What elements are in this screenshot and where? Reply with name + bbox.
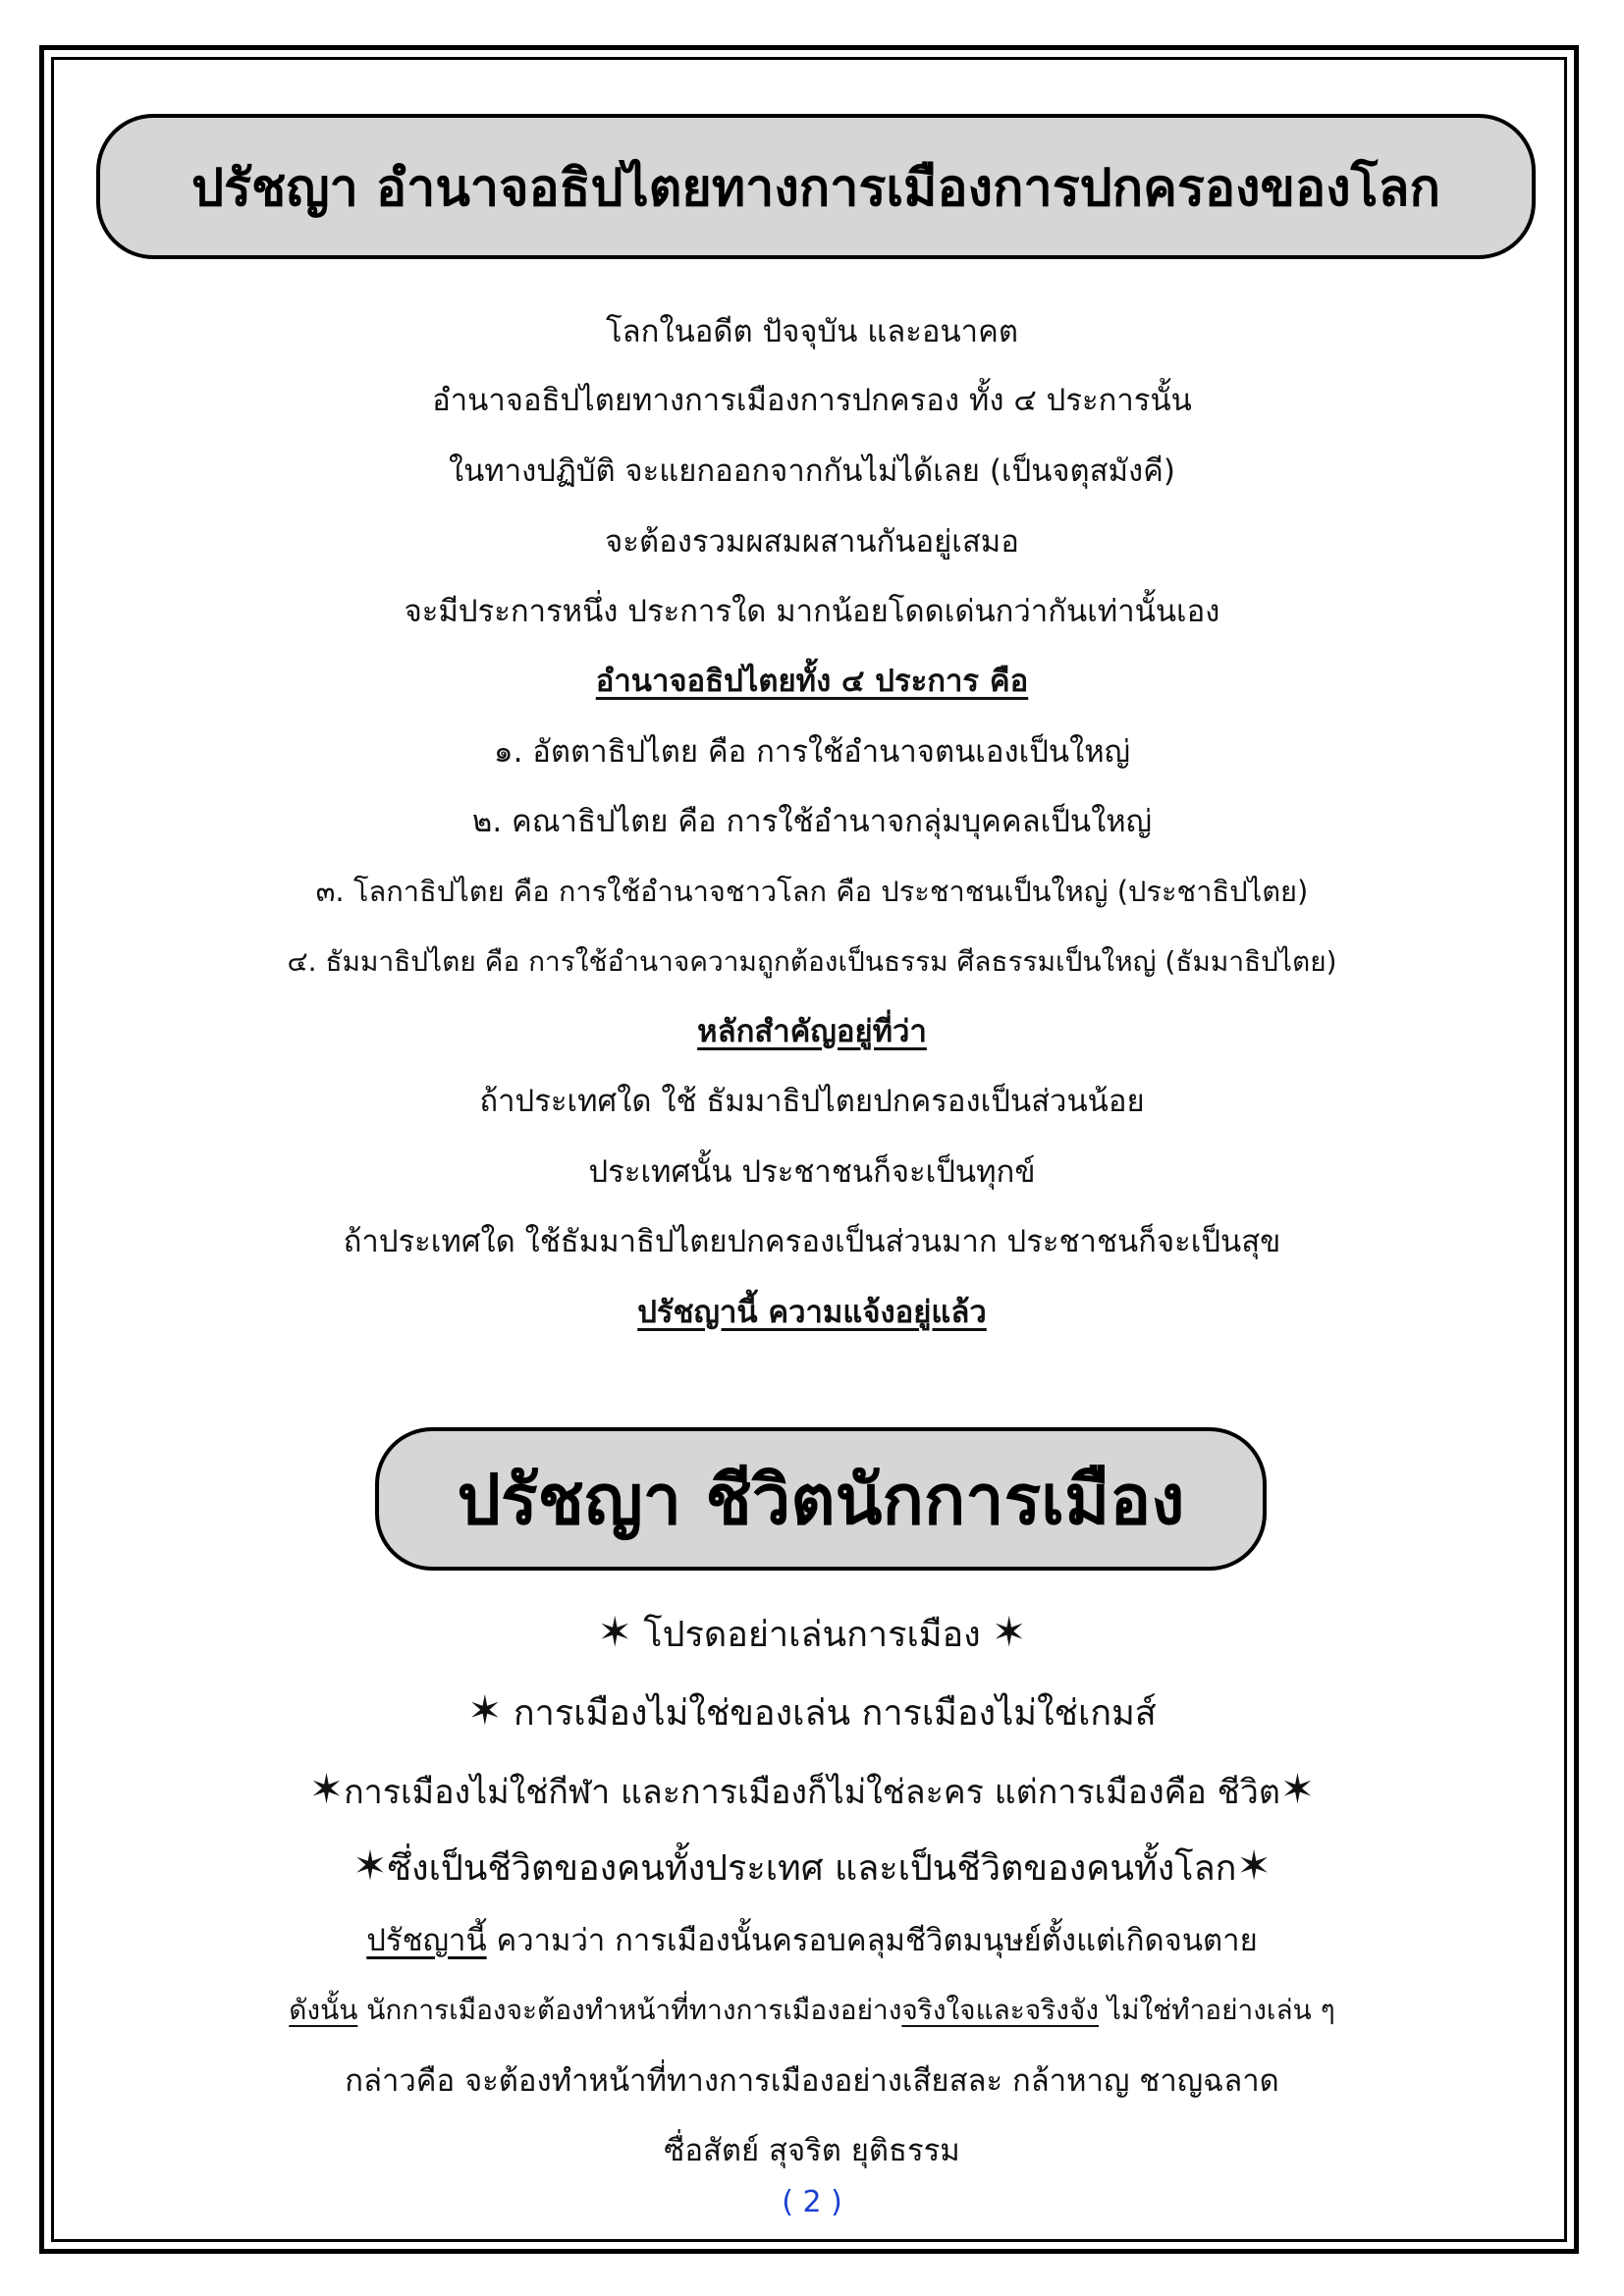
intro-line-1: โลกในอดีต ปัจจุบัน และอนาคต bbox=[606, 314, 1018, 349]
therefore-tail: ไม่ใช่ทำอย่างเล่น ๆ bbox=[1099, 1994, 1335, 2026]
final-line-1: กล่าวคือ จะต้องทำหน้าที่ทางการเมืองอย่างเสียสละ กล้าหาญ ชาญฉลาด bbox=[345, 2063, 1279, 2099]
star-icon: ✶ bbox=[352, 1842, 388, 1890]
principle-line-3: ถ้าประเทศใด ใช้ธัมมาธิปไตยปกครองเป็นส่วนมาก ประชาชนก็จะเป็นสุข bbox=[343, 1224, 1281, 1259]
principle-heading: หลักสำคัญอยู่ที่ว่า bbox=[697, 1014, 927, 1049]
star-line-text: การเมืองไม่ใช่กีฬา และการเมืองก็ไม่ใช่ละคร แต่การเมืองคือ ชีวิต bbox=[344, 1773, 1280, 1812]
intro-line-5: จะมีประการหนึ่ง ประการใด มากน้อยโดดเด่นกว่ากันเท่านั้นเอง bbox=[404, 594, 1220, 629]
meaning-text: ความว่า การเมืองนั้นครอบคลุมชีวิตมนุษย์ตั้งแต่เกิดจนตาย bbox=[486, 1923, 1258, 1958]
intro-line-2: อำนาจอธิปไตยทางการเมืองการปกครอง ทั้ง ๔ ประการนั้น bbox=[432, 383, 1192, 418]
therefore-label: ดังนั้น bbox=[289, 1994, 358, 2026]
star-line-4 bbox=[59, 1843, 1565, 1892]
section-2-title: ปรัชญา ชีวิตนักการเมือง bbox=[375, 1427, 1267, 1571]
principle-line-2: ประเทศนั้น ประชาชนก็จะเป็นทุกข์ bbox=[588, 1154, 1036, 1190]
page-number: ( 2 ) bbox=[782, 2185, 842, 2219]
star-icon: ✶ bbox=[467, 1686, 503, 1735]
therefore-text: นักการเมืองจะต้องทำหน้าที่ทางการเมืองอย่าง bbox=[357, 1994, 902, 2026]
intro-line-4: จะต้องรวมผสมผสานกันอยู่เสมอ bbox=[605, 524, 1019, 560]
power-item-1: ๑. อัตตาธิปไตย คือ การใช้อำนาจตนเองเป็นใหญ่ bbox=[493, 734, 1131, 770]
section-1-title: ปรัชญา อำนาจอธิปไตยทางการเมืองการปกครองของโลก bbox=[96, 114, 1536, 259]
star-icon: ✶ bbox=[597, 1608, 632, 1656]
star-icon: ✶ bbox=[308, 1765, 345, 1813]
star-line-1 bbox=[59, 1610, 1565, 1658]
star-line-text: การเมืองไม่ใช่ของเล่น การเมืองไม่ใช่เกมส์ bbox=[513, 1693, 1157, 1734]
star-icon: ✶ bbox=[1236, 1842, 1272, 1890]
star-line-text: ซึ่งเป็นชีวิตของคนทั้งประเทศ และเป็นชีวิตของคนทั้งโลก bbox=[387, 1848, 1237, 1889]
therefore-emphasis: จริงใจและจริงจัง bbox=[901, 1994, 1100, 2026]
meaning-line bbox=[59, 1921, 1565, 1960]
therefore-line bbox=[59, 1991, 1565, 2030]
meaning-label: ปรัชญานี้ bbox=[366, 1923, 487, 1958]
star-icon: ✶ bbox=[992, 1608, 1027, 1656]
intro-line-3: ในทางปฏิบัติ จะแยกออกจากกันไม่ได้เลย (เป็นจตุสมังคี) bbox=[448, 454, 1176, 489]
power-item-3: ๓. โลกาธิปไตย คือ การใช้อำนาจชาวโลก คือ ประชาชนเป็นใหญ่ (ประชาธิปไตย) bbox=[315, 875, 1309, 908]
star-line-2 bbox=[59, 1688, 1565, 1736]
star-line-text: โปรดอย่าเล่นการเมือง bbox=[643, 1615, 981, 1655]
final-line-2: ซื่อสัตย์ สุจริต ยุติธรรม bbox=[664, 2133, 960, 2168]
principle-line-1: ถ้าประเทศใด ใช้ ธัมมาธิปไตยปกครองเป็นส่วนน้อย bbox=[479, 1084, 1145, 1119]
power-item-4: ๔. ธัมมาธิปไตย คือ การใช้อำนาจความถูกต้องเป็นธรรม ศีลธรรมเป็นใหญ่ (ธัมมาธิปไตย) bbox=[287, 945, 1337, 978]
star-line-3 bbox=[59, 1767, 1565, 1815]
section-1-closing: ปรัชญานี้ ความแจ้งอยู่แล้ว bbox=[637, 1295, 987, 1330]
power-item-2: ๒. คณาธิปไตย คือ การใช้อำนาจกลุ่มบุคคลเป็นใหญ่ bbox=[471, 804, 1153, 839]
star-icon: ✶ bbox=[1279, 1765, 1316, 1813]
four-powers-heading: อำนาจอธิปไตยทั้ง ๔ ประการ คือ bbox=[595, 664, 1029, 699]
